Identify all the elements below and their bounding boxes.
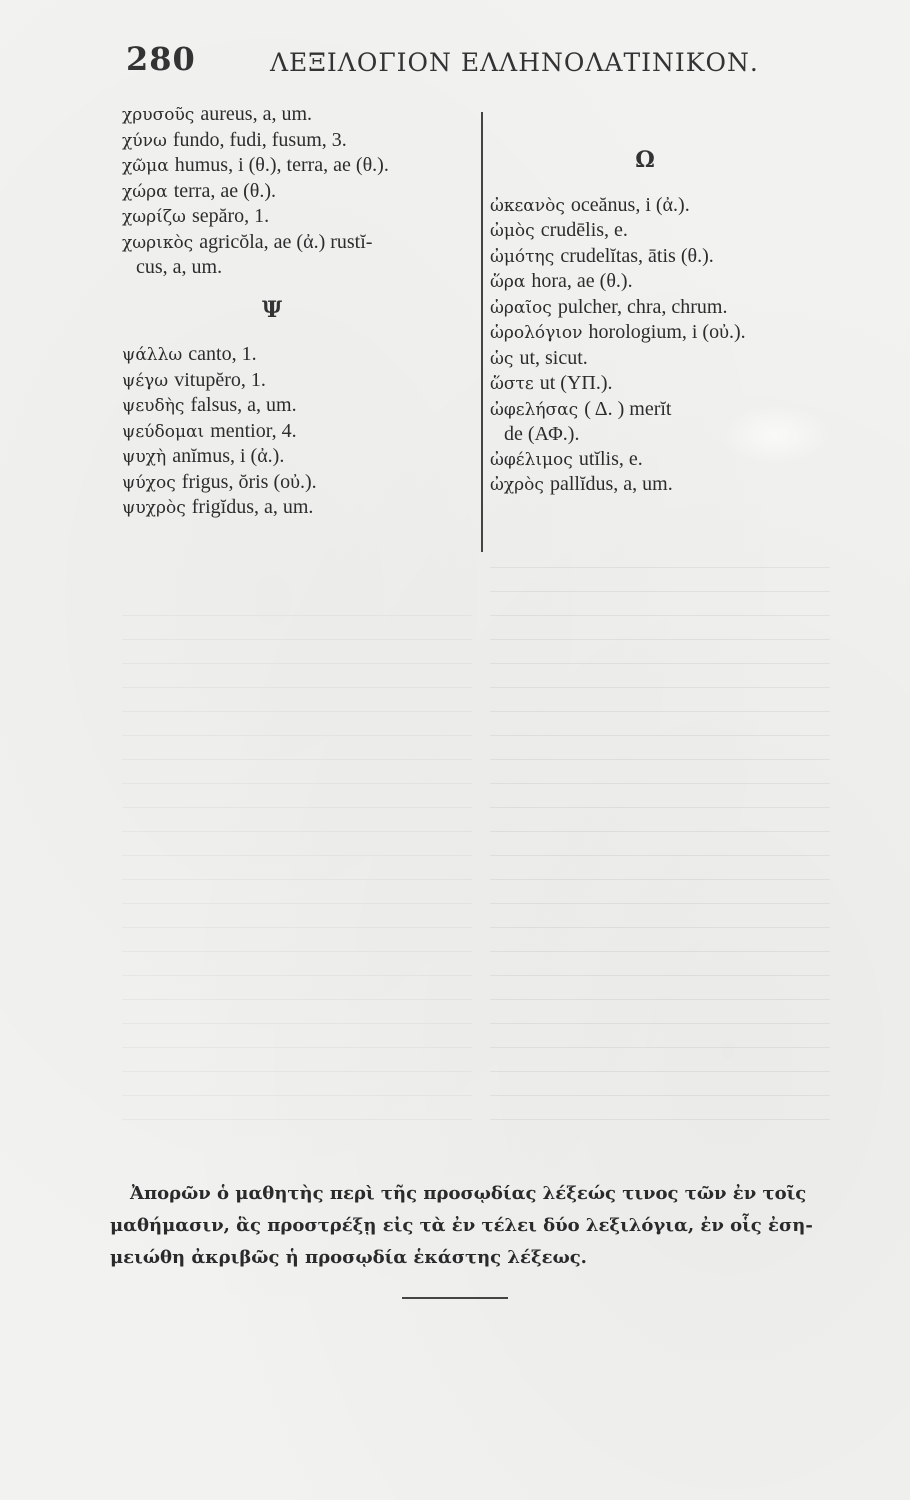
latin-gloss: falsus, a, um.	[190, 394, 297, 416]
footnote-line: μειώθη ἀκριβῶς ἡ προσῳδία ἑκάστης λέξεως.	[110, 1247, 587, 1268]
latin-gloss: canto, 1.	[188, 343, 257, 365]
greek-headword: ψυχὴ	[122, 447, 167, 467]
latin-gloss: humus, i (θ.), terra, ae (θ.).	[174, 154, 389, 176]
latin-gloss: de (ΑΦ.).	[504, 423, 580, 445]
dictionary-entry	[490, 295, 830, 321]
latin-gloss: ut, sicut.	[519, 346, 588, 369]
greek-headword: χύνω	[122, 130, 167, 151]
section-letter-psi: Ψ	[261, 296, 283, 323]
greek-headword: ὠκεανὸς	[490, 195, 565, 216]
dictionary-entry	[122, 368, 472, 394]
greek-headword: χώρα	[122, 181, 168, 202]
left-column	[122, 102, 472, 521]
end-rule	[402, 1297, 508, 1299]
latin-gloss: mentior, 4.	[210, 419, 297, 442]
bleed-through-right	[490, 560, 830, 1120]
latin-gloss: oceănus, i (ἀ.).	[570, 193, 690, 216]
dictionary-entry	[122, 444, 472, 470]
latin-gloss: terra, ae (θ.).	[173, 179, 276, 202]
latin-gloss: anĭmus, i (ἀ.).	[172, 445, 285, 467]
latin-gloss: vitupĕro, 1.	[174, 368, 266, 391]
latin-gloss: hora, ae (θ.).	[531, 270, 633, 292]
greek-headword: ὠχρὸς	[490, 475, 544, 495]
page-number: 280	[126, 40, 196, 78]
section-letter-omega: Ω	[635, 147, 655, 173]
dictionary-entry	[122, 230, 472, 256]
bleed-through-left	[122, 600, 472, 1120]
dictionary-entry	[122, 470, 472, 496]
latin-gloss: pulcher, chra, chrum.	[557, 295, 728, 318]
dictionary-entry	[490, 218, 830, 244]
greek-headword: χρυσοῦς	[122, 105, 195, 125]
dictionary-entry	[122, 342, 472, 368]
greek-headword: ψάλλω	[122, 345, 183, 365]
greek-headword: χωρικὸς	[122, 232, 194, 253]
greek-headword: ὡραῖος	[490, 297, 552, 318]
dictionary-entry	[490, 371, 830, 397]
latin-gloss: utĭlis, e.	[578, 447, 643, 470]
dictionary-entry	[490, 472, 830, 498]
footnote-line: μαθήμασιν, ἃς προστρέξῃ εἰς τὰ ἐν τέλει δύο λεξιλόγια, ἐν οἷς ἐση-	[110, 1215, 813, 1236]
dictionary-entry	[122, 204, 472, 230]
greek-headword: ὠφέλιμος	[490, 449, 573, 470]
greek-headword: ὥστε	[490, 374, 534, 394]
latin-gloss: fundo, fudi, fusum, 3.	[172, 128, 347, 151]
dictionary-entry	[490, 346, 830, 372]
greek-headword: ὠμὸς	[490, 221, 535, 241]
column-divider	[481, 112, 483, 552]
dictionary-entry	[490, 269, 830, 295]
latin-gloss: pallĭdus, a, um.	[549, 473, 673, 495]
footnote-line: Ἀπορῶν ὁ μαθητὴς περὶ τῆς προσῳδίας λέξεώς τινος τῶν ἐν τοῖς	[130, 1183, 807, 1204]
dictionary-entry	[122, 102, 472, 128]
greek-headword: ὥρα	[490, 272, 526, 292]
dictionary-entry	[490, 320, 830, 346]
latin-gloss: ( Δ. ) merĭt	[584, 397, 672, 420]
latin-gloss: frigĭdus, a, um.	[191, 496, 314, 518]
dictionary-entry-continuation	[122, 255, 472, 280]
latin-gloss: sepăro, 1.	[191, 205, 270, 227]
latin-gloss: aureus, a, um.	[200, 103, 313, 125]
greek-headword: ψυχρὸς	[122, 498, 186, 518]
latin-gloss: cus, a, um.	[136, 256, 223, 278]
greek-headword: χῶμα	[122, 156, 169, 176]
dictionary-entry	[122, 419, 472, 445]
dictionary-entry	[122, 128, 472, 154]
dictionary-entry	[122, 495, 472, 521]
greek-headword: χωρίζω	[122, 207, 186, 227]
greek-headword: ψευδὴς	[122, 396, 185, 416]
greek-headword: ὡς	[490, 348, 514, 369]
greek-headword: ψύχος	[122, 472, 176, 493]
running-head: ΛΕΞΙΛΟΓΙΟΝ ΕΛΛΗΝΟΛΑΤΙΝΙΚΟΝ.	[270, 48, 759, 77]
latin-gloss: ut (ΥΠ.).	[539, 372, 613, 394]
footnote	[110, 1178, 822, 1274]
greek-headword: ὡρολόγιον	[490, 323, 583, 343]
greek-headword: ψέγω	[122, 370, 169, 391]
paper-stain	[720, 405, 830, 465]
dictionary-entry	[122, 153, 472, 179]
latin-gloss: horologium, i (οὐ.).	[588, 321, 746, 343]
greek-headword: ὠφελήσας	[490, 399, 579, 420]
latin-gloss: agricŏla, ae (ἀ.) rustĭ-	[199, 230, 373, 253]
latin-gloss: crudelĭtas, ātis (θ.).	[560, 244, 714, 267]
dictionary-entry	[490, 244, 830, 270]
dictionary-entry	[122, 393, 472, 419]
dictionary-entry	[490, 193, 830, 219]
dictionary-entry	[122, 179, 472, 205]
greek-headword: ὠμότης	[490, 246, 555, 267]
latin-gloss: crudēlis, e.	[540, 219, 628, 241]
greek-headword: ψεύδομαι	[122, 421, 205, 442]
latin-gloss: frigus, ŏris (οὐ.).	[181, 470, 317, 493]
